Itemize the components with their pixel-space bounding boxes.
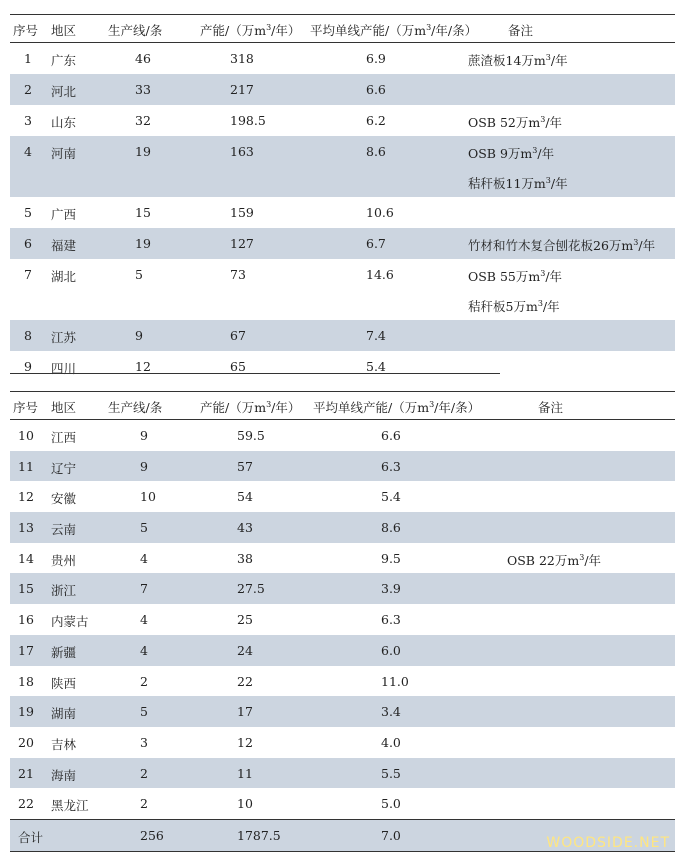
cell-lines: 19 bbox=[135, 144, 151, 159]
table-row bbox=[10, 758, 675, 789]
table-row bbox=[10, 635, 675, 666]
cell-capacity: 163 bbox=[230, 144, 254, 159]
cell-lines: 4 bbox=[140, 612, 148, 628]
cell-lines: 32 bbox=[135, 113, 151, 128]
cell-capacity: 12 bbox=[237, 734, 253, 750]
cell-capacity: 57 bbox=[237, 458, 253, 474]
cell-no: 10 bbox=[18, 428, 34, 443]
cell-avg: 6.7 bbox=[366, 236, 386, 251]
cell-no: 8 bbox=[24, 328, 32, 343]
cell-avg: 9.5 bbox=[381, 550, 401, 566]
cell-avg: 5.4 bbox=[366, 359, 386, 374]
cell-no: 1 bbox=[24, 51, 32, 66]
cell-region: 广东 bbox=[51, 53, 77, 68]
cell-avg: 10.6 bbox=[366, 205, 394, 220]
header-note: 备注 bbox=[508, 23, 534, 38]
cell-note: 竹材和竹木复合刨花板26万$m^3/$年 bbox=[468, 237, 656, 253]
capacity-table-2 bbox=[10, 391, 675, 852]
cell-region: 辽宁 bbox=[51, 460, 77, 476]
cell-capacity: 17 bbox=[237, 704, 253, 720]
cell-lines: 2 bbox=[140, 765, 148, 781]
cell-lines: 7 bbox=[140, 581, 148, 597]
cell-no: 7 bbox=[24, 267, 32, 282]
cell-avg: 6.3 bbox=[381, 612, 401, 628]
cell-no: 22 bbox=[18, 796, 34, 812]
cell-lines: 5 bbox=[140, 704, 148, 720]
cell-no: 9 bbox=[24, 359, 32, 374]
cell-region: 安徽 bbox=[51, 491, 77, 507]
cell-lines: 9 bbox=[140, 428, 148, 443]
cell-avg: 8.6 bbox=[366, 144, 386, 159]
cell-avg: 5.0 bbox=[381, 796, 401, 812]
cell-capacity: 217 bbox=[230, 82, 254, 97]
cell-avg: 14.6 bbox=[366, 267, 394, 282]
table-row bbox=[10, 481, 675, 512]
cell-capacity: 159 bbox=[230, 205, 254, 220]
cell-region: 吉林 bbox=[51, 736, 77, 752]
cell-lines: 2 bbox=[140, 673, 148, 689]
cell-avg: 6.3 bbox=[381, 458, 401, 474]
cell-capacity: 73 bbox=[230, 267, 246, 282]
header-lines: 生产线/条 bbox=[108, 23, 163, 38]
cell-lines: 9 bbox=[135, 328, 143, 343]
cell-lines: 10 bbox=[140, 489, 156, 505]
cell-no: 15 bbox=[18, 581, 34, 597]
cell-no: 5 bbox=[24, 205, 32, 220]
cell-no: 11 bbox=[18, 458, 34, 474]
table-header-row bbox=[10, 392, 675, 420]
cell-no: 18 bbox=[18, 673, 34, 689]
cell-lines: 5 bbox=[140, 520, 148, 536]
table-row bbox=[10, 666, 675, 697]
cell-no: 3 bbox=[24, 113, 32, 128]
table-row bbox=[10, 512, 675, 543]
cell-region: 内蒙古 bbox=[51, 614, 89, 630]
cell-lines: 12 bbox=[135, 359, 151, 374]
header-region: 地区 bbox=[51, 23, 77, 38]
table-1-bottom-rule bbox=[10, 373, 500, 374]
table-row bbox=[10, 788, 675, 819]
table-row bbox=[10, 351, 675, 382]
cell-capacity: 22 bbox=[237, 673, 253, 689]
total-label: 合计 bbox=[18, 829, 44, 845]
table-row bbox=[10, 136, 675, 197]
cell-avg: 6.2 bbox=[366, 113, 386, 128]
cell-lines: 15 bbox=[135, 205, 151, 220]
cell-region: 黑龙江 bbox=[51, 798, 89, 814]
cell-region: 贵州 bbox=[51, 552, 77, 568]
cell-capacity: 65 bbox=[230, 359, 246, 374]
header-avg: 平均单线产能/（万$m^3/$年/条） bbox=[310, 22, 478, 38]
cell-capacity: 11 bbox=[237, 765, 253, 781]
header-capacity: 产能/（万$m^3/$年） bbox=[200, 399, 301, 415]
table-header-row bbox=[10, 15, 675, 43]
cell-region: 陕西 bbox=[51, 675, 77, 691]
cell-no: 19 bbox=[18, 704, 34, 720]
cell-lines: 9 bbox=[140, 458, 148, 474]
table-row bbox=[10, 543, 675, 574]
cell-lines: 33 bbox=[135, 82, 151, 97]
cell-capacity: 67 bbox=[230, 328, 246, 343]
cell-avg: 3.4 bbox=[381, 704, 401, 720]
cell-lines: 3 bbox=[140, 734, 148, 750]
table-row bbox=[10, 74, 675, 105]
cell-lines: 2 bbox=[140, 796, 148, 812]
cell-avg: 6.9 bbox=[366, 51, 386, 66]
cell-no: 6 bbox=[24, 236, 32, 251]
cell-avg: 7.4 bbox=[366, 328, 386, 343]
header-region: 地区 bbox=[51, 400, 77, 415]
cell-avg: 8.6 bbox=[381, 520, 401, 536]
cell-no: 4 bbox=[24, 144, 32, 159]
cell-no: 16 bbox=[18, 612, 34, 628]
cell-no: 13 bbox=[18, 520, 34, 536]
cell-avg: 5.4 bbox=[381, 489, 401, 505]
table-row bbox=[10, 420, 675, 451]
cell-region: 四川 bbox=[51, 361, 77, 376]
cell-no: 20 bbox=[18, 734, 34, 750]
cell-lines: 19 bbox=[135, 236, 151, 251]
header-no: 序号 bbox=[13, 23, 39, 38]
total-avg: 7.0 bbox=[381, 827, 401, 843]
cell-no: 21 bbox=[18, 765, 34, 781]
cell-capacity: 198.5 bbox=[230, 113, 266, 128]
table-row bbox=[10, 197, 675, 228]
cell-capacity: 54 bbox=[237, 489, 253, 505]
cell-avg: 5.5 bbox=[381, 765, 401, 781]
cell-avg: 3.9 bbox=[381, 581, 401, 597]
cell-avg: 4.0 bbox=[381, 734, 401, 750]
cell-region: 海南 bbox=[51, 767, 77, 783]
cell-region: 浙江 bbox=[51, 583, 77, 599]
watermark-text: WOODSIDE.NET bbox=[546, 835, 670, 851]
cell-avg: 6.6 bbox=[381, 428, 401, 443]
header-lines: 生产线/条 bbox=[108, 400, 163, 415]
table-row bbox=[10, 727, 675, 758]
cell-region: 江苏 bbox=[51, 330, 77, 345]
cell-note: 蔗渣板14万$m^3/$年 bbox=[468, 52, 568, 68]
header-avg: 平均单线产能/（万$m^3/$年/条） bbox=[313, 399, 481, 415]
header-no: 序号 bbox=[13, 400, 39, 415]
cell-lines: 5 bbox=[135, 267, 143, 282]
cell-no: 17 bbox=[18, 642, 34, 658]
table-row bbox=[10, 105, 675, 136]
cell-region: 福建 bbox=[51, 238, 77, 253]
table-row bbox=[10, 573, 675, 604]
cell-region: 河南 bbox=[51, 146, 77, 161]
cell-avg: 11.0 bbox=[381, 673, 409, 689]
cell-capacity: 318 bbox=[230, 51, 254, 66]
total-lines: 256 bbox=[140, 827, 164, 843]
cell-region: 江西 bbox=[51, 430, 77, 445]
cell-note-secondary: 秸秆板5万$m^3/$年 bbox=[468, 298, 560, 314]
cell-no: 2 bbox=[24, 82, 32, 97]
cell-region: 广西 bbox=[51, 207, 77, 222]
cell-note: OSB 9万$m^3/$年 bbox=[468, 145, 555, 161]
cell-capacity: 59.5 bbox=[237, 428, 265, 443]
cell-region: 云南 bbox=[51, 522, 77, 538]
cell-capacity: 43 bbox=[237, 520, 253, 536]
cell-no: 14 bbox=[18, 550, 34, 566]
cell-region: 湖北 bbox=[51, 269, 77, 284]
cell-avg: 6.0 bbox=[381, 642, 401, 658]
cell-capacity: 24 bbox=[237, 642, 253, 658]
cell-region: 湖南 bbox=[51, 706, 77, 722]
cell-note: OSB 55万$m^3/$年 bbox=[468, 268, 563, 284]
cell-note: OSB 22万$m^3/$年 bbox=[507, 552, 602, 568]
cell-lines: 46 bbox=[135, 51, 151, 66]
capacity-table-1 bbox=[10, 14, 675, 382]
table-row bbox=[10, 43, 675, 74]
table-row bbox=[10, 228, 675, 259]
cell-region: 河北 bbox=[51, 84, 77, 99]
table-row bbox=[10, 259, 675, 320]
cell-avg: 6.6 bbox=[366, 82, 386, 97]
cell-capacity: 25 bbox=[237, 612, 253, 628]
total-capacity: 1787.5 bbox=[237, 827, 281, 843]
table-row bbox=[10, 451, 675, 482]
cell-note: OSB 52万$m^3/$年 bbox=[468, 114, 563, 130]
table-row bbox=[10, 696, 675, 727]
cell-capacity: 10 bbox=[237, 796, 253, 812]
cell-note-secondary: 秸秆板11万$m^3/$年 bbox=[468, 175, 568, 191]
table-row bbox=[10, 320, 675, 351]
table-row bbox=[10, 604, 675, 635]
header-capacity: 产能/（万$m^3/$年） bbox=[200, 22, 301, 38]
cell-capacity: 127 bbox=[230, 236, 254, 251]
cell-region: 新疆 bbox=[51, 644, 77, 660]
header-note: 备注 bbox=[538, 400, 564, 415]
cell-lines: 4 bbox=[140, 550, 148, 566]
cell-region: 山东 bbox=[51, 115, 77, 130]
cell-no: 12 bbox=[18, 489, 34, 505]
cell-capacity: 27.5 bbox=[237, 581, 265, 597]
cell-capacity: 38 bbox=[237, 550, 253, 566]
cell-lines: 4 bbox=[140, 642, 148, 658]
